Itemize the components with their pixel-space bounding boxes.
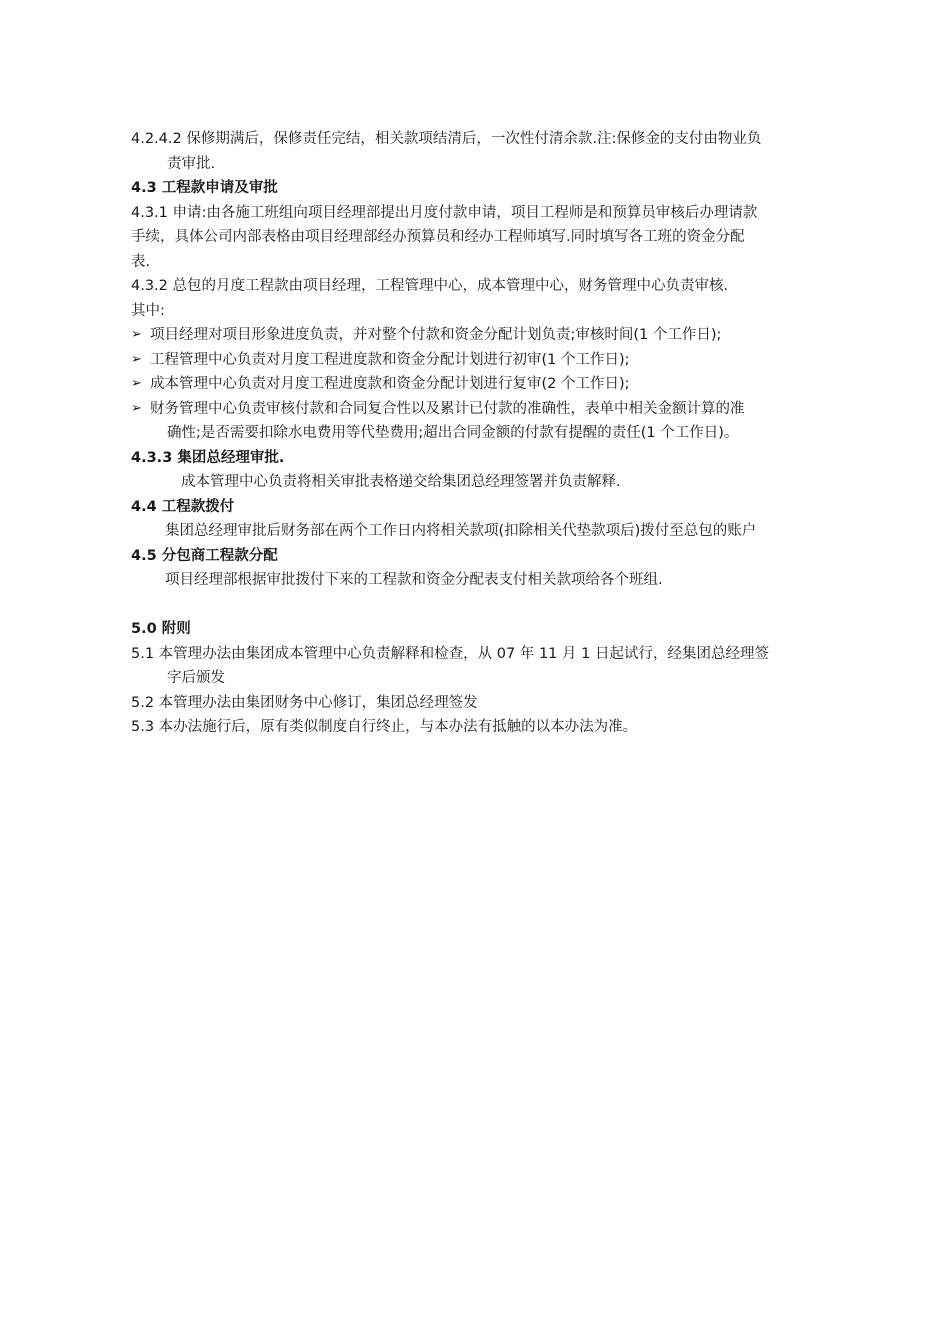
bullet-text: 工程管理中心负责对月度工程进度款和资金分配计划进行初审(1 个工作日); — [150, 351, 630, 368]
arrow-bullet-icon: ➢ — [131, 327, 142, 342]
section-heading-4-4: 4.4 工程款拨付 — [131, 498, 235, 515]
clause-4-3-1-line-2: 手续，具体公司内部表格由项目经理部经办预算员和经办工程师填写.同时填写各工班的资金分配 — [131, 229, 745, 245]
section-heading-4-3-3: 4.3.3 集团总经理审批. — [131, 449, 285, 466]
section-heading-5-0: 5.0 附则 — [131, 621, 191, 637]
bullet-text-continuation: 确性;是否需要扣除水电费用等代垫费用;超出合同金额的付款有提醒的责任(1 个工作日)。 — [167, 425, 739, 441]
clause-5-1-line-1: 5.1 本管理办法由集团成本管理中心负责解释和检查，从 07 年 11 月 1 日起试行，经集团总经理签 — [131, 645, 769, 662]
clause-4-2-4-2-line-1: 4.2.4.2 保修期满后，保修责任完结，相关款项结清后，一次性付清余款.注:保修金的支付由物业负 — [131, 131, 762, 147]
bullet-text: 项目经理对项目形象进度负责，并对整个付款和资金分配计划负责;审核时间(1 个工作日); — [150, 327, 722, 343]
clause-5-2: 5.2 本管理办法由集团财务中心修订，集团总经理签发 — [131, 694, 478, 711]
clause-4-2-4-2-line-2: 责审批. — [167, 155, 216, 172]
among-label: 其中: — [131, 302, 165, 319]
bullet-item — [131, 372, 851, 397]
clause-4-5-text: 项目经理部根据审批拨付下来的工程款和资金分配表支付相关款项给各个班组. — [165, 572, 663, 588]
clause-4-3-2: 4.3.2 总包的月度工程款由项目经理，工程管理中心，成本管理中心，财务管理中心负责审核. — [131, 278, 729, 294]
clause-4-3-1-line-1: 4.3.1 申请:由各施工班组向项目经理部提出月度付款申请，项目工程师是和预算员审核后办理请款 — [131, 204, 758, 221]
arrow-bullet-icon: ➢ — [131, 351, 142, 367]
bullet-text: 财务管理中心负责审核付款和合同复合性以及累计已付款的准确性，表单中相关金额计算的准 — [150, 400, 745, 417]
bullet-text: 成本管理中心负责对月度工程进度款和资金分配计划进行复审(2 个工作日); — [150, 376, 630, 392]
arrow-bullet-icon: ➢ — [131, 376, 142, 391]
section-heading-4-5: 4.5 分包商工程款分配 — [131, 547, 278, 564]
document-body — [131, 127, 851, 740]
bullet-item — [131, 348, 851, 373]
clause-4-3-1-line-3: 表. — [131, 253, 151, 270]
clause-5-3: 5.3 本办法施行后，原有类似制度自行终止，与本办法有抵触的以本办法为准。 — [131, 719, 638, 735]
spacer — [131, 593, 851, 618]
bullet-item — [131, 397, 851, 422]
arrow-bullet-icon: ➢ — [131, 400, 142, 416]
clause-5-1-line-2: 字后颁发 — [167, 670, 225, 686]
section-heading-4-3: 4.3 工程款申请及审批 — [131, 180, 278, 196]
clause-4-4-text: 集团总经理审批后财务部在两个工作日内将相关款项(扣除相关代垫款项后)拨付至总包的账户 — [165, 523, 757, 539]
bullet-item — [131, 323, 851, 348]
clause-4-3-3-text: 成本管理中心负责将相关审批表格递交给集团总经理签署并负责解释. — [181, 474, 621, 490]
